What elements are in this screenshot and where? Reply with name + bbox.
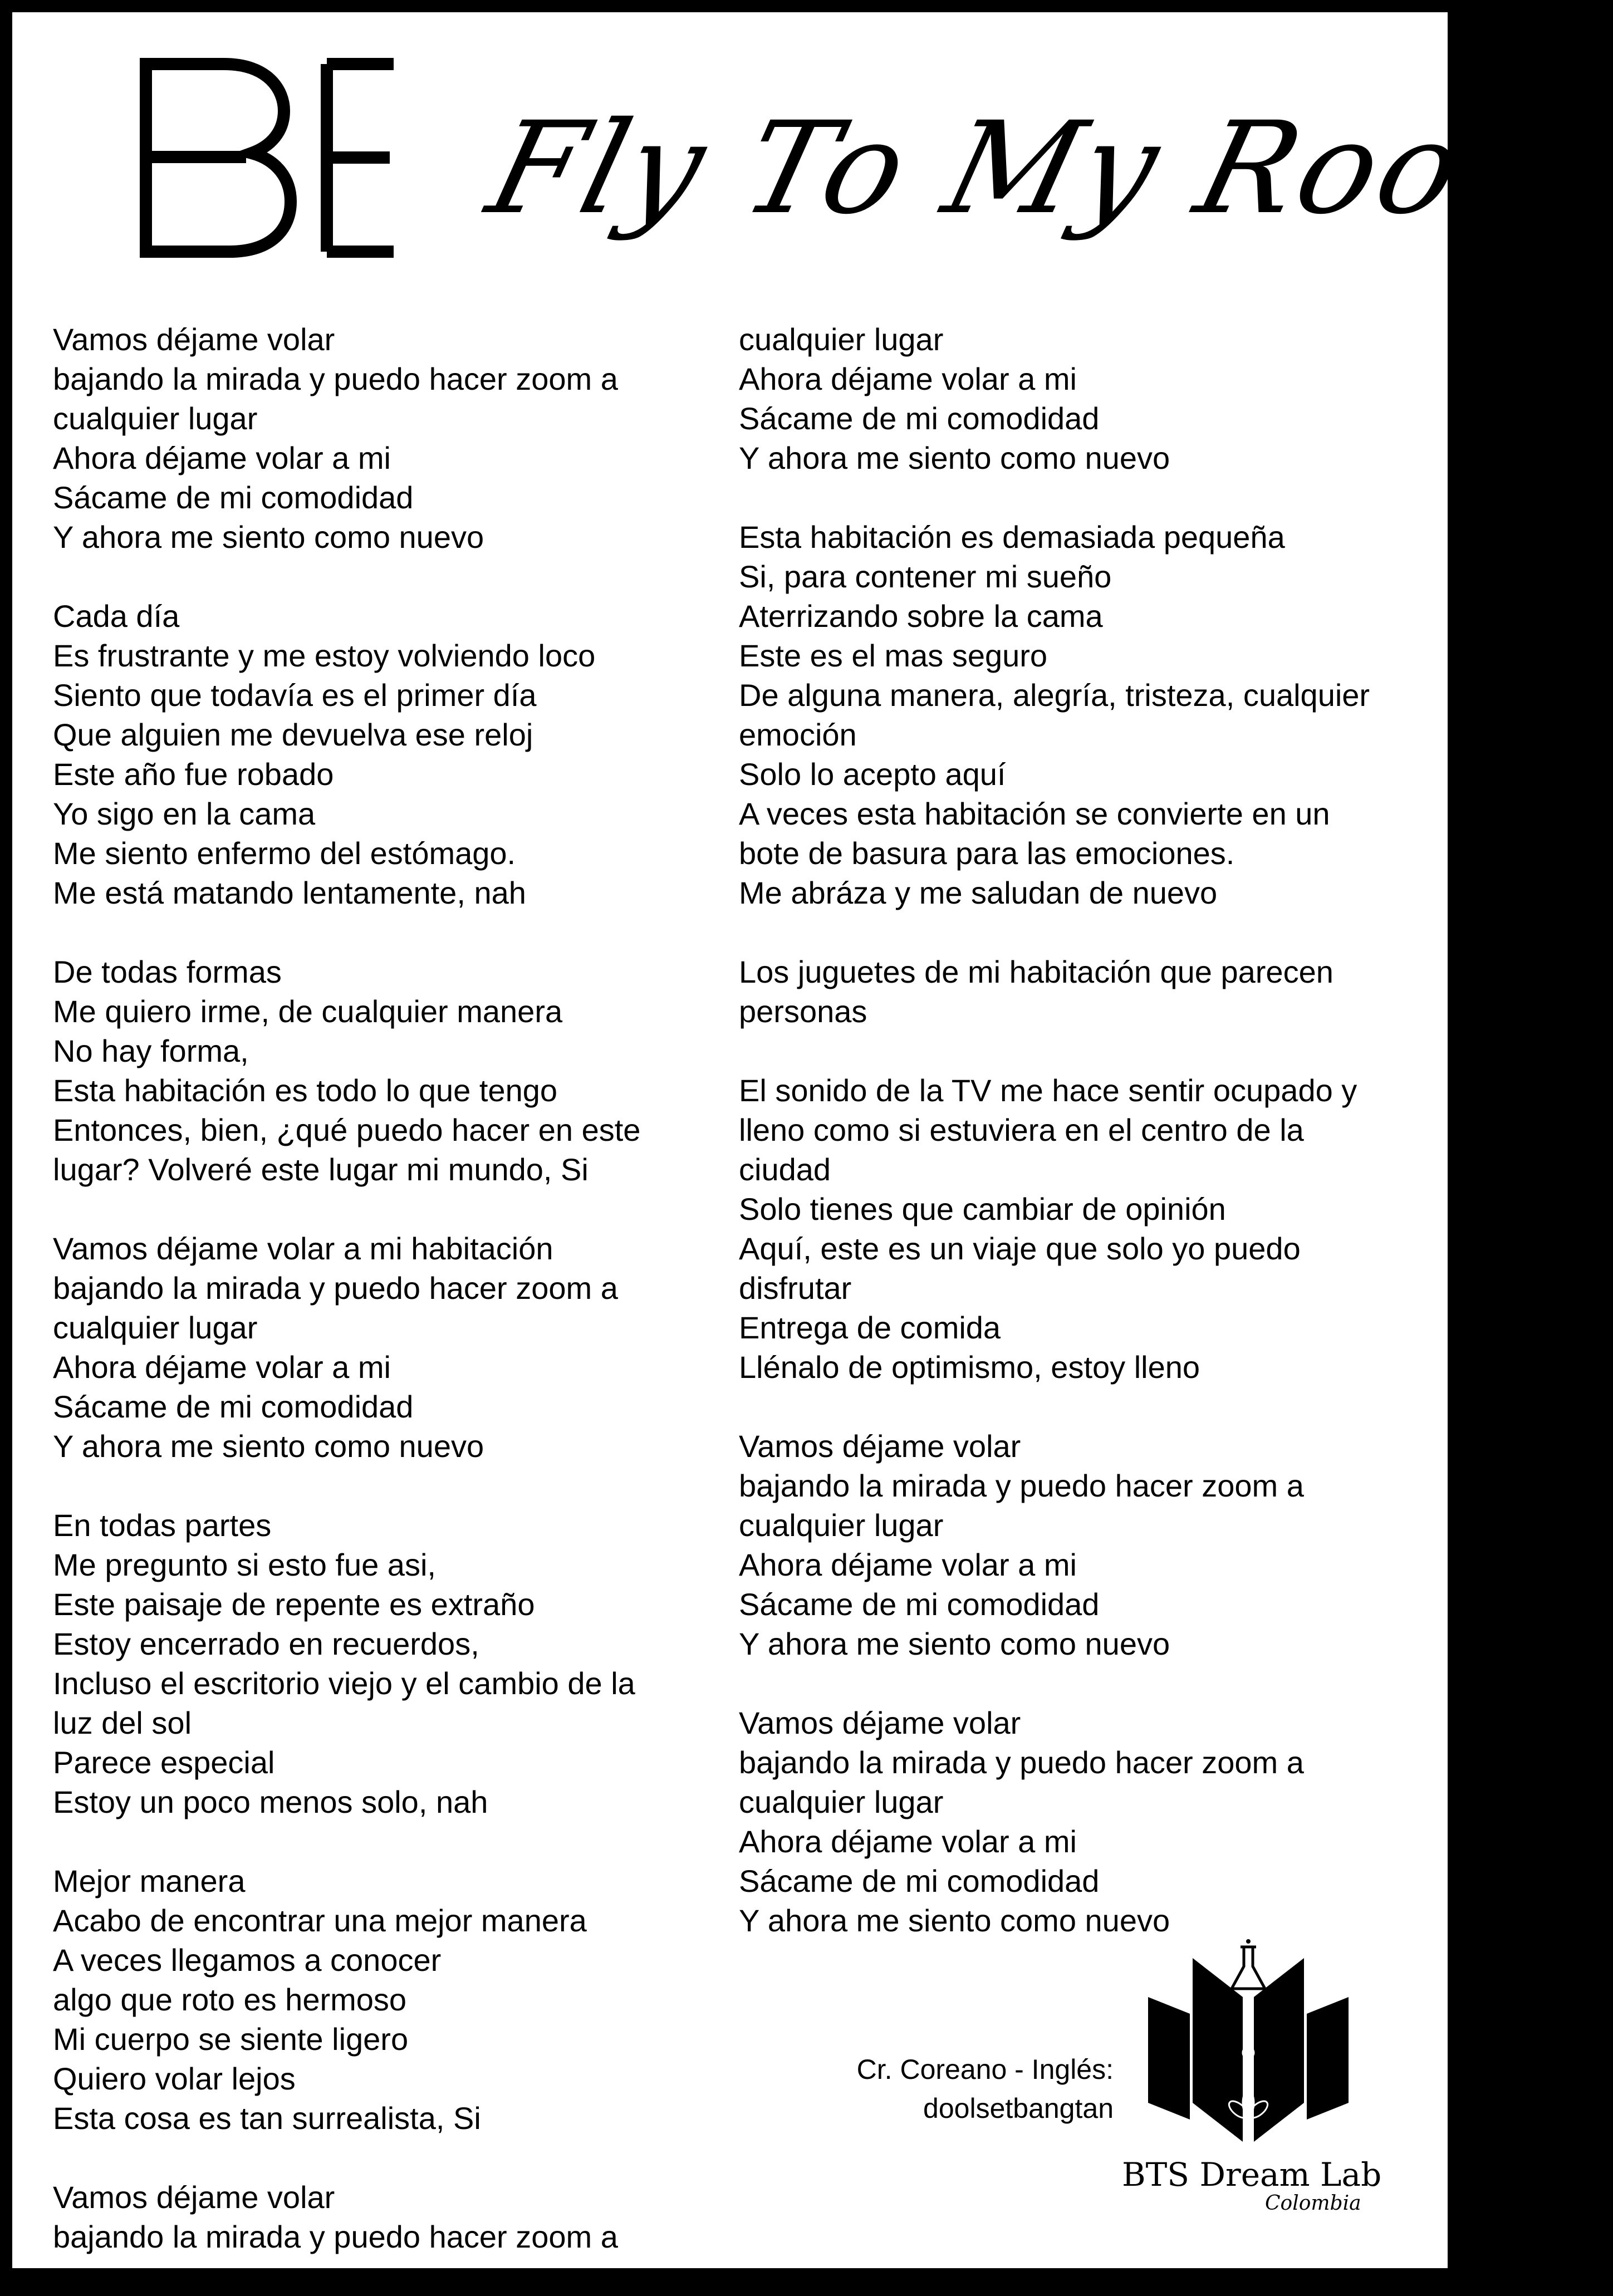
translation-credit (857, 2050, 1114, 2128)
lyric-line: Me siento enfermo del estómago. (53, 836, 516, 871)
lyric-line: Me está matando lentamente, nah (53, 875, 526, 910)
lyric-line: De todas formas (53, 954, 282, 989)
stanza (53, 596, 710, 912)
lyric-line: bajando la mirada y puedo hacer zoom a (53, 361, 618, 396)
lyric-line: Esta habitación es todo lo que tengo (53, 1073, 558, 1108)
lyric-line: cualquier lugar (53, 401, 258, 436)
lyric-line: De alguna manera, alegría, tristeza, cualquier (739, 678, 1370, 713)
lyric-line: Que alguien me devuelva ese reloj (53, 717, 533, 752)
lyric-line: Vamos déjame volar (53, 2180, 335, 2215)
stanza (53, 1229, 710, 1466)
lyric-line: Incluso el escritorio viejo y el cambio de la (53, 1666, 635, 1701)
credit-source: doolsetbangtan (923, 2093, 1114, 2124)
lyric-line: Ahora déjame volar a mi (739, 1824, 1077, 1859)
lyric-line: Cada día (53, 598, 180, 634)
lyrics-column-right (739, 320, 1429, 1980)
be-album-logo (140, 60, 394, 257)
lyric-line: lugar? Volveré este lugar mi mundo, Si (53, 1152, 589, 1187)
stanza (53, 2177, 710, 2256)
lyric-line: Vamos déjame volar (739, 1705, 1021, 1740)
stanza (739, 517, 1429, 912)
lyric-line: Siento que todavía es el primer día (53, 678, 537, 713)
lyrics-column-left (53, 320, 710, 2296)
lyric-line: Parece especial (53, 1745, 275, 1780)
lyric-line: Esta habitación es demasiada pequeña (739, 519, 1285, 555)
lyric-line: Ahora déjame volar a mi (53, 440, 391, 475)
stanza (53, 1505, 710, 1822)
lyric-line: Estoy un poco menos solo, nah (53, 1784, 488, 1819)
lyric-line: emoción (739, 717, 857, 752)
lyric-line: Los juguetes de mi habitación que parecen (739, 954, 1333, 989)
lyric-line: Sácame de mi comodidad (739, 1863, 1100, 1898)
lyric-line: Me pregunto si esto fue asi, (53, 1547, 436, 1582)
lyric-line: Yo sigo en la cama (53, 796, 316, 831)
lyric-line: cualquier lugar (53, 1310, 258, 1345)
lyric-line: Me quiero irme, de cualquier manera (53, 994, 563, 1029)
song-title: Fly To My Room (475, 94, 1602, 242)
stanza (739, 1703, 1429, 1940)
lyric-line: A veces esta habitación se convierte en un (739, 796, 1330, 831)
lyric-line: Este año fue robado (53, 757, 334, 792)
lyric-line: ciudad (739, 1152, 831, 1187)
brand-name: BTS Dream Lab (1122, 2156, 1382, 2194)
lyric-line: Y ahora me siento como nuevo (739, 440, 1170, 475)
lyric-line: Me abráza y me saludan de nuevo (739, 875, 1218, 910)
lyric-line: bajando la mirada y puedo hacer zoom a (739, 1468, 1304, 1503)
lyric-line: cualquier lugar (739, 322, 944, 357)
lyric-line: Ahora déjame volar a mi (53, 1350, 391, 1385)
lyric-line: Mi cuerpo se siente ligero (53, 2022, 409, 2057)
lyric-line: Y ahora me siento como nuevo (739, 1626, 1170, 1661)
lyric-line: bajando la mirada y puedo hacer zoom a (53, 2219, 618, 2254)
lyric-line: bajando la mirada y puedo hacer zoom a (739, 1745, 1304, 1780)
lyric-line: Vamos déjame volar (53, 322, 335, 357)
credit-line: Cr. Coreano - Inglés: (856, 2054, 1114, 2085)
lyric-line: algo que roto es hermoso (53, 1982, 407, 2017)
lyric-line: Es frustrante y me estoy volviendo loco (53, 638, 596, 673)
lyric-line: Mejor manera (53, 1863, 246, 1898)
lyric-line: personas (739, 994, 867, 1029)
stanza (739, 1426, 1429, 1664)
lyric-line: Estoy encerrado en recuerdos, (53, 1626, 479, 1661)
lyric-line: Ahora déjame volar a mi (739, 361, 1077, 396)
lyric-line: Vamos déjame volar (739, 1429, 1021, 1464)
lyric-line: En todas partes (53, 1508, 272, 1543)
lyric-line: Si, para contener mi sueño (739, 559, 1112, 594)
lyric-line: Quiero volar lejos (53, 2061, 296, 2096)
lyric-line: Esta cosa es tan surrealista, Si (53, 2101, 481, 2136)
lyric-line: Este es el mas seguro (739, 638, 1048, 673)
lyric-line: Ahora déjame volar a mi (739, 1547, 1077, 1582)
lyric-line: Solo tienes que cambiar de opinión (739, 1191, 1226, 1227)
lyric-line: Y ahora me siento como nuevo (739, 1903, 1170, 1938)
lyric-line: Sácame de mi comodidad (53, 480, 414, 515)
lyric-line: luz del sol (53, 1705, 192, 1740)
stanza (53, 952, 710, 1189)
lyric-line: Sácame de mi comodidad (739, 401, 1100, 436)
lyric-line: A veces llegamos a conocer (53, 1942, 442, 1978)
lyric-line: Este paisaje de repente es extraño (53, 1587, 535, 1622)
lyric-line: lleno como si estuviera en el centro de la (739, 1112, 1304, 1147)
lyric-line: disfrutar (739, 1270, 852, 1306)
lyric-line: El sonido de la TV me hace sentir ocupado y (739, 1073, 1357, 1108)
lyric-line: Entrega de comida (739, 1310, 1001, 1345)
stanza (739, 320, 1429, 478)
lyric-line: Vamos déjame volar a mi habitación (53, 1231, 553, 1266)
stanza (53, 1861, 710, 2138)
brand-subtitle: Colombia (1265, 2192, 1361, 2215)
lyrics-poster (12, 12, 1602, 2268)
lyric-line: bajando la mirada y puedo hacer zoom a (53, 1270, 618, 1306)
lyric-line: Solo lo acepto aquí (739, 757, 1006, 792)
lyric-line: Y ahora me siento como nuevo (53, 519, 484, 555)
lyric-line: cualquier lugar (739, 1508, 944, 1543)
stanza (739, 1071, 1429, 1387)
stanza (53, 320, 710, 557)
lyric-line: Acabo de encontrar una mejor manera (53, 1903, 587, 1938)
lyric-line: No hay forma, (53, 1033, 249, 1068)
bts-dream-lab-logo-icon (1143, 1936, 1354, 2147)
lyric-line: Sácame de mi comodidad (739, 1587, 1100, 1622)
lyric-line: Y ahora me siento como nuevo (53, 1429, 484, 1464)
lyric-line: Aquí, este es un viaje que solo yo puedo (739, 1231, 1301, 1266)
lyric-line: Entonces, bien, ¿qué puedo hacer en este (53, 1112, 641, 1147)
lyric-line: Aterrizando sobre la cama (739, 598, 1103, 634)
lyric-line: Sácame de mi comodidad (53, 1389, 414, 1424)
stanza (739, 952, 1429, 1031)
lyric-line: cualquier lugar (739, 1784, 944, 1819)
lyric-line: Llénalo de optimismo, estoy lleno (739, 1350, 1200, 1385)
lyric-line: bote de basura para las emociones. (739, 836, 1235, 871)
